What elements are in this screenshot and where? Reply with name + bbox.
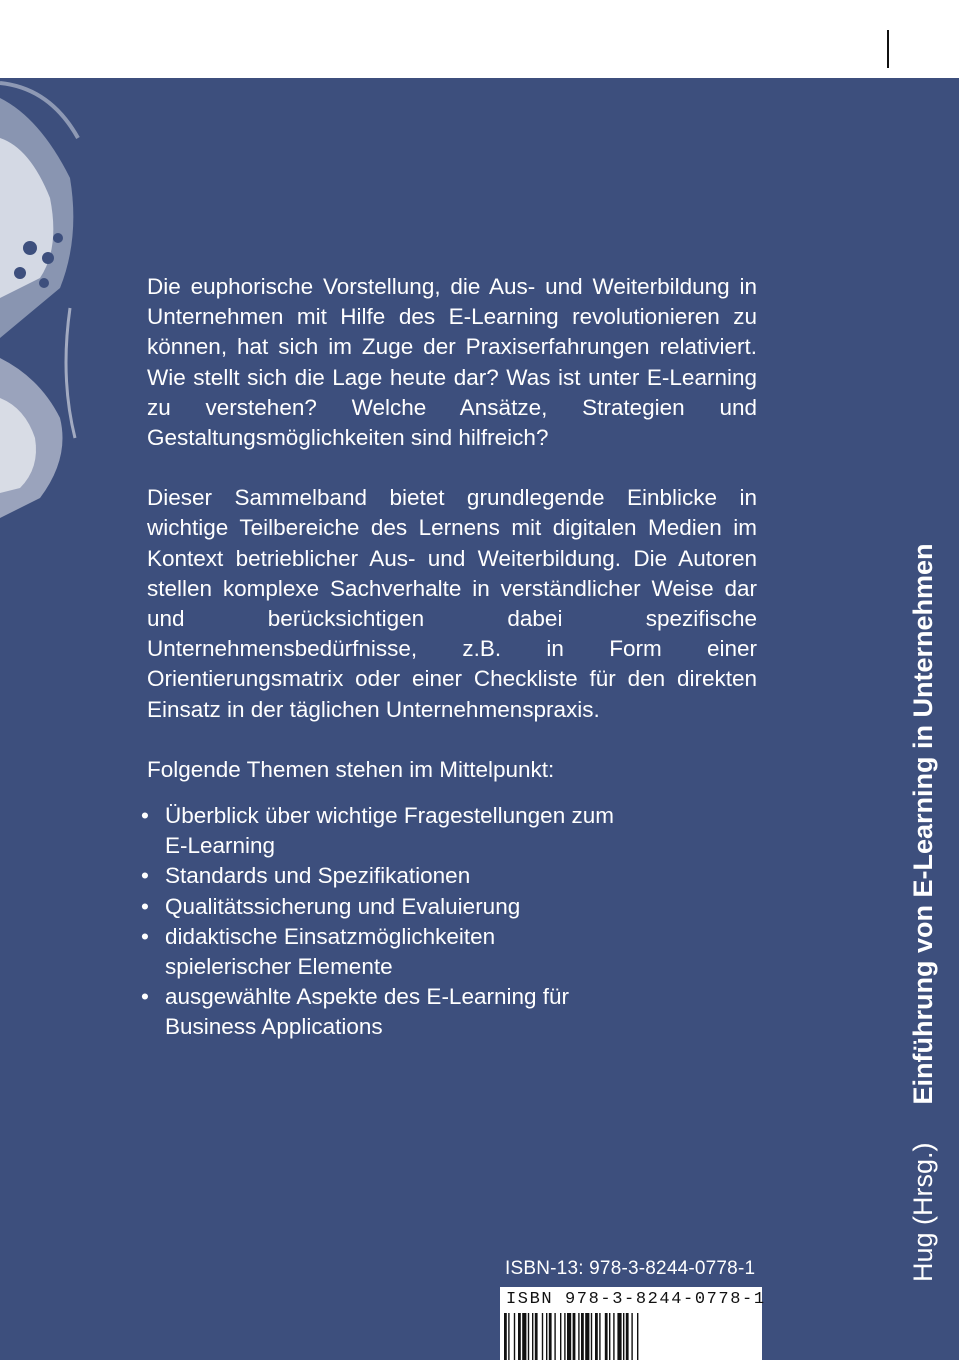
barcode — [500, 1287, 766, 1360]
globe-illustration — [0, 78, 80, 538]
barcode-bar — [560, 1313, 561, 1360]
barcode-bar — [623, 1313, 624, 1360]
barcode-bar — [567, 1313, 571, 1360]
isbn-label: ISBN-13: 978-3-8244-0778-1 — [505, 1258, 756, 1279]
topic-item: • Standards und Spezifikationen — [147, 861, 625, 891]
barcode-bar — [626, 1313, 629, 1360]
barcode-bar — [564, 1313, 565, 1360]
topic-item: • Qualitätssicherung und Evaluierung — [147, 892, 625, 922]
barcode-bar — [591, 1313, 592, 1360]
barcode-text: ISBN 978-3-8244-0778-1 — [506, 1290, 766, 1309]
barcode-bar — [528, 1313, 529, 1360]
blurb-paragraph-2: Dieser Sammelband bietet grundlegende Einblicke in wichtige Teilbereiche des Lernens mit digitalen Medien im Kontext betrieblicher Aus- und Weiterbildung. Die Autoren stellen komplexe Sachverhalte in verständlicher Weise dar und berücksichtigen dabei spezifische Unternehmensbedürfnisse, z.B. in Form einer Orientierungsmatrix oder einer Checkliste für den direkten Einsatz in der täglichen Unternehmenspraxis. — [147, 485, 757, 722]
top-margin — [0, 0, 959, 78]
barcode-bar — [581, 1313, 584, 1360]
barcode-bar — [549, 1313, 552, 1360]
barcode-bar — [631, 1313, 632, 1360]
barcode-bar — [617, 1313, 621, 1360]
barcode-bar — [532, 1313, 533, 1360]
barcode-bars — [504, 1313, 758, 1360]
barcode-bar — [573, 1313, 576, 1360]
blurb — [147, 272, 757, 1043]
barcode-bar — [599, 1313, 600, 1360]
barcode-bar — [605, 1313, 608, 1360]
barcode-bar — [595, 1313, 598, 1360]
spine-author: Hug (Hrsg.) — [908, 1142, 938, 1282]
barcode-bar — [508, 1313, 509, 1360]
barcode-bar — [637, 1313, 638, 1360]
barcode-bar — [585, 1313, 589, 1360]
cover-photo-strip — [0, 78, 80, 538]
barcode-bar — [609, 1313, 610, 1360]
spine-title: Einführung von E-Learning in Unternehmen — [908, 543, 938, 1105]
topic-item: • didaktische Einsatzmöglichkeiten spielerischer Elemente — [147, 922, 625, 982]
barcode-bar — [535, 1313, 538, 1360]
barcode-bar — [514, 1313, 515, 1360]
barcode-bar — [504, 1313, 507, 1360]
spine-text — [900, 462, 946, 1282]
barcode-bar — [522, 1313, 526, 1360]
barcode-bar — [578, 1313, 579, 1360]
barcode-bar — [546, 1313, 547, 1360]
crop-mark — [887, 30, 889, 68]
barcode-bar — [542, 1313, 543, 1360]
topics-intro: Folgende Themen stehen im Mittelpunkt: — [147, 756, 555, 782]
barcode-bar — [518, 1313, 521, 1360]
topic-item: • Überblick über wichtige Fragestellungen zum E-Learning — [147, 801, 625, 861]
topic-item: • ausgewählte Aspekte des E-Learning für Business Applications — [147, 982, 625, 1042]
topics-list — [147, 801, 757, 1043]
barcode-bar — [613, 1313, 614, 1360]
barcode-bar — [554, 1313, 555, 1360]
blurb-paragraph-1: Die euphorische Vorstellung, die Aus- und Weiterbildung in Unternehmen mit Hilfe des E-Learning revolutionieren zu können, hat sich im Zuge der Praxiserfahrungen relativiert. Wie stellt sich die Lage heute dar? Was ist unter E-Learning zu verstehen? Welche Ansätze, Strategien und Gestaltungsmöglichkeiten sind hilfreich? — [147, 274, 757, 451]
